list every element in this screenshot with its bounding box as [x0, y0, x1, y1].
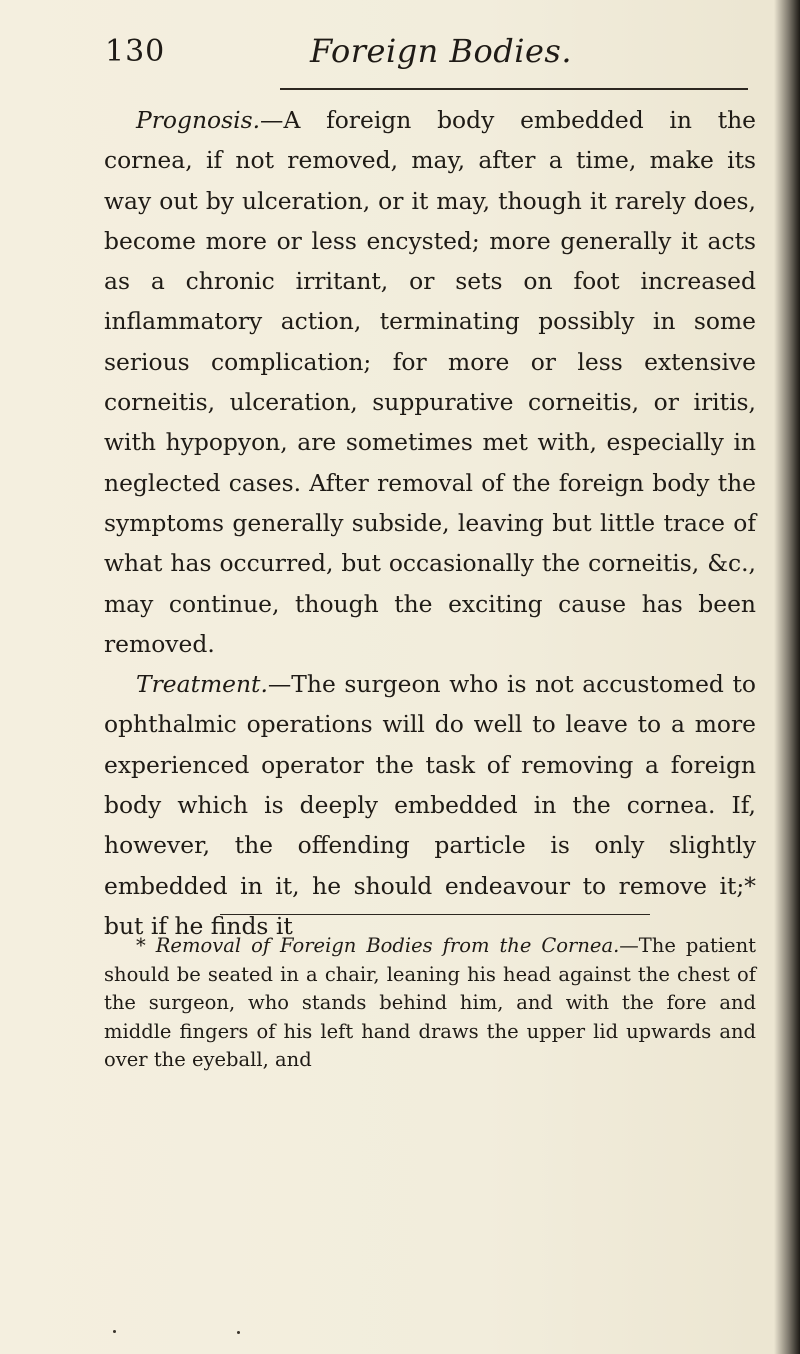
paper-speck [113, 1330, 116, 1333]
treatment-text: —The surgeon who is not accustomed to ophthalmic operations will do well to leave to a more experienced operator the task of removing a foreign body which is deeply embedded in the cornea. If, however, the offending particle is only slightly embedded in it, he should endeavour to remove it [104, 670, 756, 900]
prognosis-paragraph [104, 100, 756, 664]
running-head [105, 28, 755, 76]
footnote-paragraph [104, 932, 756, 1075]
paper-speck [237, 1331, 240, 1334]
running-title: Foreign Bodies. [310, 32, 572, 70]
footnote-text: —The patient should be seated in a chair, leaning his head against the chest of the surgeon, who stands behind him, and with the fore and middle fingers of his left hand draws the upper lid upwards and over the eyeball, and [104, 934, 756, 1071]
main-text [104, 100, 756, 946]
page-number: 130 [105, 34, 166, 69]
footnote-rule [220, 914, 650, 915]
treatment-paragraph [104, 664, 756, 946]
footnote-reference: ;* [736, 871, 756, 900]
footnote [104, 932, 756, 1075]
prognosis-text: —A foreign body embedded in the cornea, if not removed, may, after a time, make its way out by ulceration, or it may, though it rarely does, become more or less encysted; more generally it acts as a chronic irritant, or sets on foot increased inflammatory action, terminating possibly in some serious complication; for more or less extensive corneitis, ulceration, suppurative corneitis, or iritis, with hypopyon, are sometimes met with, especially in neglected cases. After removal of the foreign body the symptoms generally subside, leaving but little trace of what has occurred, but occasionally the corneitis, &c., may continue, though the exciting cause has been removed. [104, 106, 756, 658]
spine-shadow [774, 0, 800, 1354]
treatment-heading: Treatment. [136, 670, 268, 699]
prognosis-heading: Prognosis. [136, 106, 261, 134]
footnote-title: Removal of Foreign Bodies from the Cornea. [155, 934, 620, 957]
header-rule [280, 88, 748, 90]
treatment-continuation: but if he finds it [104, 911, 293, 940]
footnote-marker: * [136, 934, 146, 957]
